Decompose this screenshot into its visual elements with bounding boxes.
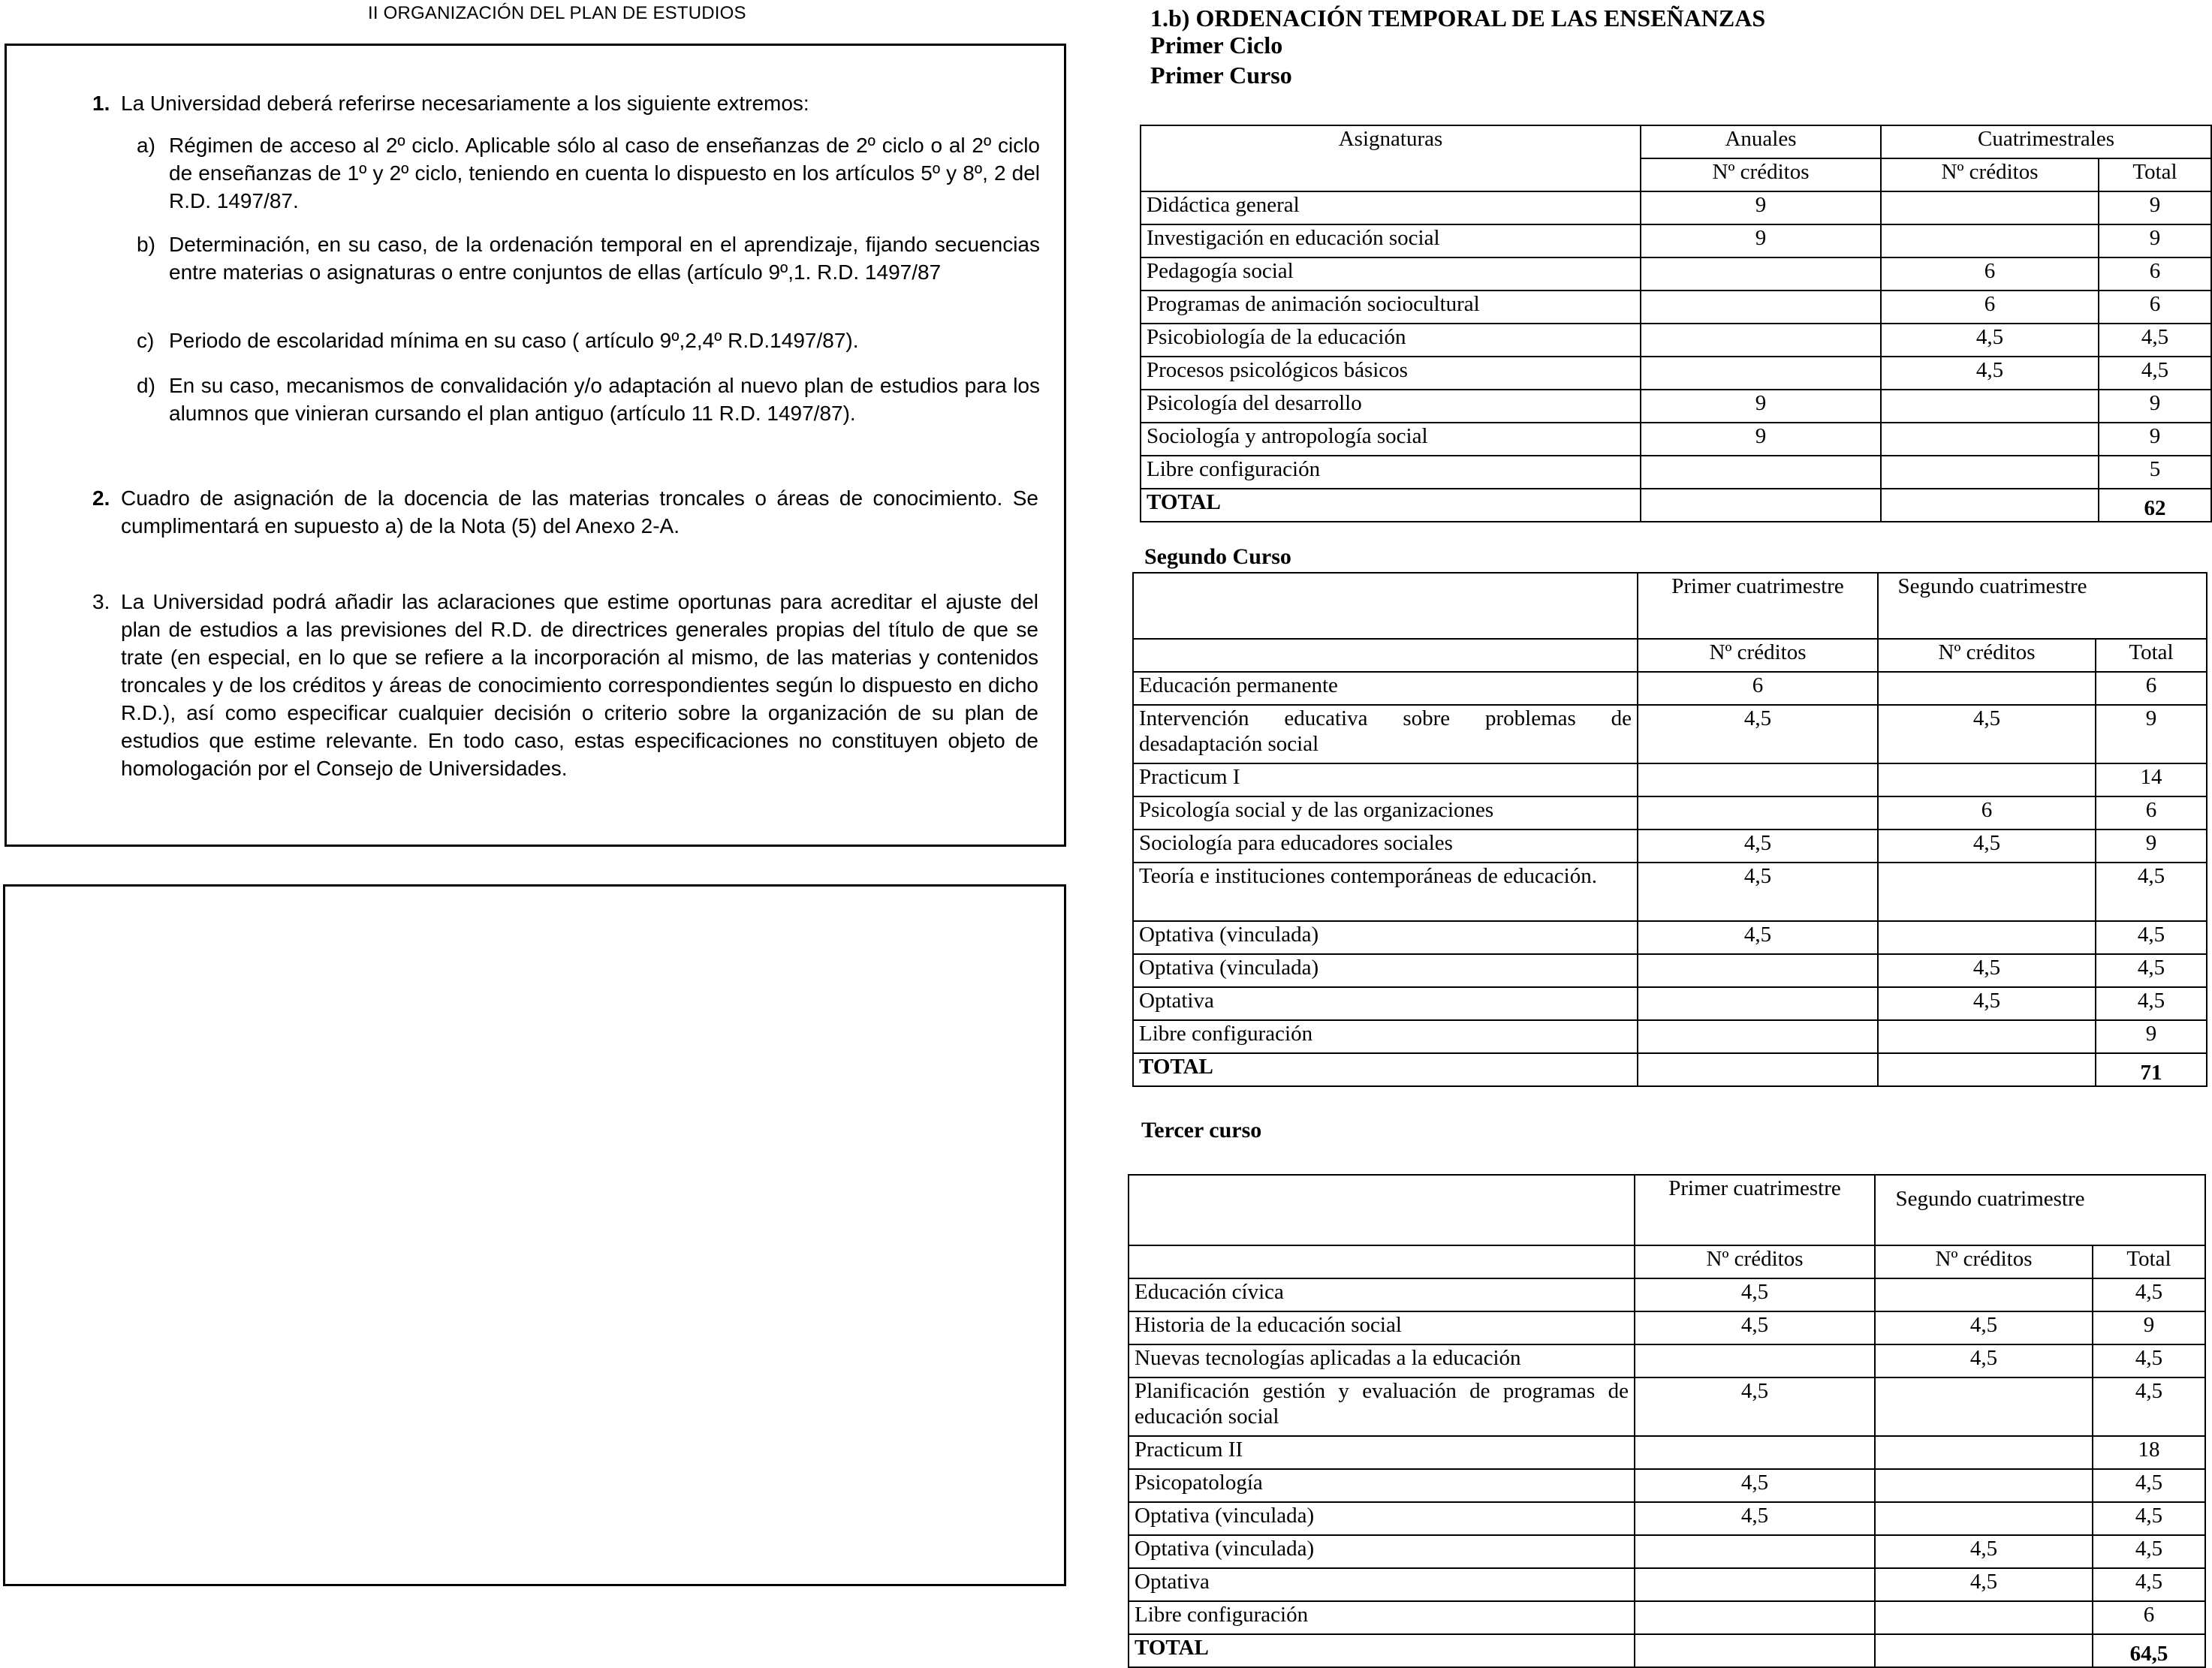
credits-cell-1: 9 [1641,423,1881,456]
total-cell: 18 [2093,1436,2205,1469]
subject-cell: Libre configuración [1141,456,1641,489]
header-credits-2: Nº créditos [1878,639,2096,672]
table-row [1133,863,2207,921]
subject-cell: Optativa [1129,1568,1635,1601]
credits-cell-1: 9 [1641,390,1881,423]
table-row [1141,257,2211,291]
table-row [1133,763,2207,796]
subject-cell: Teoría e instituciones contemporáneas de educación. [1133,863,1638,921]
table-row [1133,1020,2207,1053]
credits-cell-1: 9 [1641,224,1881,257]
credits-cell-1: 4,5 [1638,829,1878,863]
total-cell: 4,5 [2096,987,2207,1020]
subject-cell: Educación permanente [1133,672,1638,705]
table-row [1129,1469,2205,1502]
total-value: 62 [2099,489,2211,522]
credits-cell-2 [1875,1377,2093,1436]
total-cell: 6 [2099,257,2211,291]
credits-cell-1: 4,5 [1635,1377,1875,1436]
table-row [1141,291,2211,324]
header-first-quarter: Primer cuatrimestre [1635,1175,1875,1245]
credits-cell-1: 4,5 [1635,1502,1875,1535]
credits-cell-2: 4,5 [1878,954,2096,987]
credits-cell-2 [1875,1469,2093,1502]
subitem-a: a) Régimen de acceso al 2º ciclo. Aplicable sólo al caso de enseñanzas de 2º ciclo o al 2º ciclo de enseñanzas de 1º y 2º ciclo, teniendo en cuenta lo dispuesto en los artículos 5º y 8º, 2 del R.D. 1497/87. [137,134,1040,212]
total-cell: 4,5 [2099,324,2211,357]
item-2-number: 2. [92,486,110,510]
table-row [1133,829,2207,863]
credits-cell-1: 6 [1638,672,1878,705]
header-subject: Asignaturas [1141,125,1641,191]
header-total: Total [2093,1245,2205,1278]
subitem-b: b) Determinación, en su caso, de la ordenación temporal en el aprendizaje, fijando secuencias entre materias o asignaturas o entre conjuntos de ellas (artículo 9º,1. R.D. 1497/87 [137,233,1040,284]
table-row [1141,456,2211,489]
credits-cell-1 [1635,1601,1875,1634]
credits-cell-2: 6 [1878,796,2096,829]
credits-cell-2 [1878,863,2096,921]
subitem-c-text: Periodo de escolaridad mínima en su caso ( artículo 9º,2,4º R.D.1497/87). [169,329,859,352]
credits-cell-1: 4,5 [1638,921,1878,954]
item-2-text: Cuadro de asignación de la docencia de las materias troncales o áreas de conocimiento. Se cumplimentará en supuesto a) de la Nota (5) del Anexo 2-A. [121,486,1038,537]
subject-cell: Libre configuración [1129,1601,1635,1634]
item-3 [92,588,1038,782]
credits-cell-1 [1641,357,1881,390]
page-header: II ORGANIZACIÓN DEL PLAN DE ESTUDIOS [368,3,746,23]
table-row [1129,1311,2205,1344]
header-first-quarter: Primer cuatrimestre [1638,573,1878,639]
header-credits: Nº créditos [1635,1245,1875,1278]
credits-cell-1 [1638,1020,1878,1053]
total-cell: 14 [2096,763,2207,796]
table-row [1133,796,2207,829]
credits-cell-1 [1638,954,1878,987]
subject-cell: Practicum I [1133,763,1638,796]
total-cell: 6 [2096,796,2207,829]
total-cell: 4,5 [2093,1278,2205,1311]
table-row [1141,324,2211,357]
header-quarterly: Cuatrimestrales [1881,125,2211,158]
credits-cell-1 [1641,324,1881,357]
subject-cell: Optativa [1133,987,1638,1020]
table-row [1129,1535,2205,1568]
credits-cell-1: 4,5 [1638,863,1878,921]
header-total: Total [2099,158,2211,191]
item-1 [92,89,1022,117]
header-second-quarter: Segundo cuatrimestre [1875,1175,2205,1245]
subitem-b-text: Determinación, en su caso, de la ordenación temporal en el aprendizaje, fijando secuencias entre materias o asignaturas o entre conjuntos de ellas (artículo 9º,1. R.D. 1497/87 [169,233,1040,284]
total-value: 71 [2096,1053,2207,1086]
credits-cell-1: 4,5 [1635,1469,1875,1502]
total-cell: 4,5 [2093,1502,2205,1535]
credits-cell-2: 6 [1881,257,2099,291]
credits-cell-2 [1881,456,2099,489]
credits-cell-2: 4,5 [1875,1311,2093,1344]
table-row [1141,191,2211,224]
total-cell: 9 [2096,705,2207,763]
total-cell: 9 [2099,224,2211,257]
subject-cell: Planificación gestión y evaluación de programas de educación social [1129,1377,1635,1436]
item-1-number: 1. [92,92,110,115]
credits-cell-2 [1881,390,2099,423]
table-row [1141,224,2211,257]
item-3-number: 3. [92,590,110,613]
credits-cell-2: 4,5 [1881,357,2099,390]
third-course-table [1128,1174,2206,1668]
credits-cell-2 [1878,1020,2096,1053]
total-cell: 4,5 [2096,954,2207,987]
section-title: 1.b) ORDENACIÓN TEMPORAL DE LAS ENSEÑANZAS [1150,5,1766,32]
credits-cell-1 [1638,763,1878,796]
subject-cell: Optativa (vinculada) [1129,1535,1635,1568]
total-cell: 4,5 [2093,1344,2205,1377]
subject-cell: Nuevas tecnologías aplicadas a la educación [1129,1344,1635,1377]
credits-cell-2: 6 [1881,291,2099,324]
subitem-d: d) En su caso, mecanismos de convalidación y/o adaptación al nuevo plan de estudios para los alumnos que vinieran cursando el plan antiguo (artículo 11 R.D. 1497/87). [137,374,1040,425]
total-cell: 4,5 [2093,1469,2205,1502]
subject-cell: Psicopatología [1129,1469,1635,1502]
credits-cell-1 [1635,1344,1875,1377]
table-row [1141,357,2211,390]
first-course-heading: Primer Curso [1150,62,1292,89]
credits-cell-2: 4,5 [1875,1344,2093,1377]
table-row [1129,1344,2205,1377]
credits-cell-1 [1635,1436,1875,1469]
subject-cell: Sociología para educadores sociales [1133,829,1638,863]
credits-cell-1: 9 [1641,191,1881,224]
credits-cell-2: 4,5 [1881,324,2099,357]
subject-cell: Optativa (vinculada) [1133,954,1638,987]
total-cell: 9 [2099,423,2211,456]
total-cell: 4,5 [2093,1377,2205,1436]
credits-cell-2 [1878,672,2096,705]
table-row [1141,423,2211,456]
subject-cell: Programas de animación sociocultural [1141,291,1641,324]
header-credits: Nº créditos [1638,639,1878,672]
header-annual: Anuales [1641,125,1881,158]
table-row [1133,705,2207,763]
subitem-a-text: Régimen de acceso al 2º ciclo. Aplicable sólo al caso de enseñanzas de 2º ciclo o al 2º ciclo de enseñanzas de 1º y 2º ciclo, teniendo en cuenta lo dispuesto en los artículos 5º y 8º, 2 del R.D. 1497/87. [169,134,1040,212]
credits-cell-1 [1638,987,1878,1020]
second-course-heading: Segundo Curso [1144,544,1291,569]
subject-cell: Psicología social y de las organizaciones [1133,796,1638,829]
empty-box [3,884,1066,1586]
credits-cell-2 [1875,1278,2093,1311]
subject-cell: Libre configuración [1133,1020,1638,1053]
total-cell: 9 [2099,390,2211,423]
credits-cell-2 [1875,1601,2093,1634]
credits-cell-2: 4,5 [1878,829,2096,863]
total-cell: 4,5 [2093,1535,2205,1568]
credits-cell-2: 4,5 [1875,1535,2093,1568]
table-row [1133,921,2207,954]
total-cell: 9 [2099,191,2211,224]
subject-cell: Optativa (vinculada) [1129,1502,1635,1535]
subitem-c: c) Periodo de escolaridad mínima en su caso ( artículo 9º,2,4º R.D.1497/87). [137,329,859,352]
credits-cell-2 [1878,921,2096,954]
subject-cell: Investigación en educación social [1141,224,1641,257]
total-cell: 4,5 [2096,863,2207,921]
credits-cell-2 [1881,423,2099,456]
total-value: 64,5 [2093,1634,2205,1667]
credits-cell-2 [1881,224,2099,257]
subject-cell: Sociología y antropología social [1141,423,1641,456]
credits-cell-1: 4,5 [1635,1278,1875,1311]
total-label: TOTAL [1129,1634,1635,1667]
subject-cell: Psicología del desarrollo [1141,390,1641,423]
item-3-text: La Universidad podrá añadir las aclaraciones que estime oportunas para acreditar el ajuste del plan de estudios a las previsiones del R.D. de directrices generales propias del título de que se trate (en especial, en lo que se refiere a la incorporación al mismo, de las materias y contenidos troncales y de los créditos y áreas de conocimiento correspondientes según lo dispuesto en dicho R.D.), así como especificar cualquier decisión o criterio sobre la organización de su plan de estudios que estime relevante. En todo caso, estas especificaciones no constituyen objeto de homologación por el Consejo de Universidades. [121,590,1038,780]
subject-cell: Pedagogía social [1141,257,1641,291]
header-credits-2: Nº créditos [1875,1245,2093,1278]
total-label: TOTAL [1141,489,1641,522]
subitem-d-text: En su caso, mecanismos de convalidación y/o adaptación al nuevo plan de estudios para los alumnos que vinieran cursando el plan antiguo (artículo 11 R.D. 1497/87). [169,374,1040,425]
total-cell: 4,5 [2096,921,2207,954]
table-row [1133,987,2207,1020]
total-cell: 5 [2099,456,2211,489]
credits-cell-1: 4,5 [1635,1311,1875,1344]
credits-cell-2: 4,5 [1878,705,2096,763]
credits-cell-2 [1875,1436,2093,1469]
header-second-quarter: Segundo cuatrimestre [1878,573,2207,639]
credits-cell-1 [1641,257,1881,291]
table-row [1141,390,2211,423]
subject-cell: Procesos psicológicos básicos [1141,357,1641,390]
total-cell: 6 [2096,672,2207,705]
credits-cell-2 [1875,1502,2093,1535]
instructions-box [5,44,1066,847]
subject-cell: Didáctica general [1141,191,1641,224]
cycle-heading: Primer Ciclo [1150,32,1283,59]
credits-cell-1 [1635,1535,1875,1568]
total-label: TOTAL [1133,1053,1638,1086]
first-course-table [1140,125,2212,522]
total-cell: 6 [2093,1601,2205,1634]
credits-cell-2: 4,5 [1878,987,2096,1020]
table-row [1129,1568,2205,1601]
credits-cell-2 [1881,191,2099,224]
credits-cell-2 [1878,763,2096,796]
second-course-table [1132,572,2207,1087]
total-cell: 4,5 [2093,1568,2205,1601]
subject-cell: Optativa (vinculada) [1133,921,1638,954]
subject-cell: Practicum II [1129,1436,1635,1469]
header-credits-2: Nº créditos [1881,158,2099,191]
credits-cell-1 [1641,291,1881,324]
total-cell: 6 [2099,291,2211,324]
item-2 [92,484,1038,540]
credits-cell-1 [1635,1568,1875,1601]
subject-cell: Psicobiología de la educación [1141,324,1641,357]
header-credits: Nº créditos [1641,158,1881,191]
subject-cell: Educación cívica [1129,1278,1635,1311]
table-row [1133,954,2207,987]
total-cell: 4,5 [2099,357,2211,390]
third-course-heading: Tercer curso [1141,1118,1262,1143]
credits-cell-2: 4,5 [1875,1568,2093,1601]
credits-cell-1 [1638,796,1878,829]
table-row [1129,1436,2205,1469]
table-row [1129,1377,2205,1436]
subject-cell: Intervención educativa sobre problemas de desadaptación social [1133,705,1638,763]
header-total: Total [2096,639,2207,672]
total-cell: 9 [2096,1020,2207,1053]
table-row [1129,1278,2205,1311]
credits-cell-1: 4,5 [1638,705,1878,763]
total-cell: 9 [2093,1311,2205,1344]
credits-cell-1 [1641,456,1881,489]
subject-cell: Historia de la educación social [1129,1311,1635,1344]
item-1-text: La Universidad deberá referirse necesariamente a los siguiente extremos: [121,92,809,115]
table-row [1133,672,2207,705]
table-row [1129,1502,2205,1535]
total-cell: 9 [2096,829,2207,863]
table-row [1129,1601,2205,1634]
